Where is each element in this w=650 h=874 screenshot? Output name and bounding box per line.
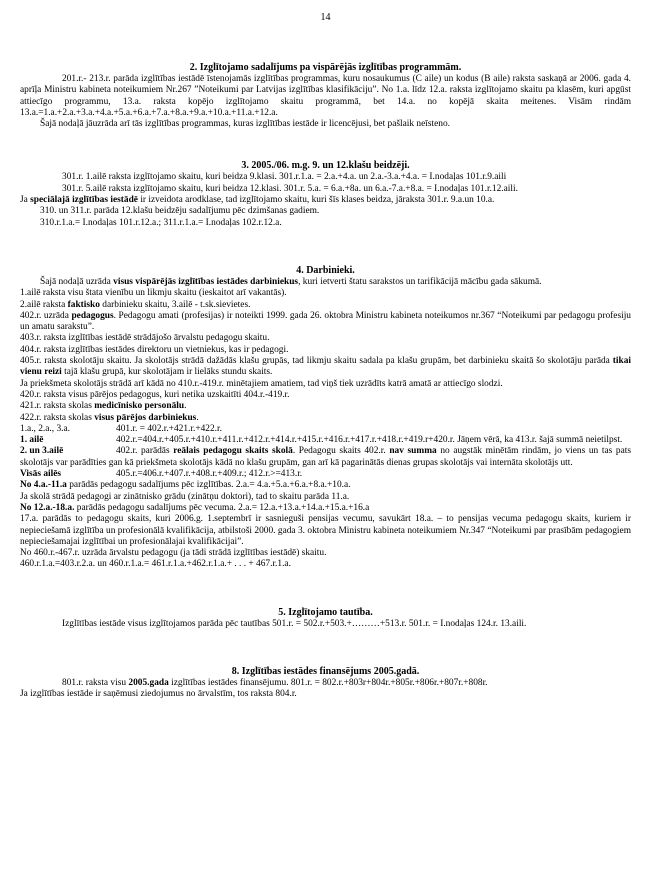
section-2-note: Šajā nodaļā jāuzrāda arī tās izglītības programmas, kuras izglītības iestāde ir licencējusi, bet pašlaik neīsteno. <box>40 119 451 130</box>
section-4-foreign-teachers: No 460.r.-467.r. uzrāda ārvalstu pedagogu (ja tādi strādā izglītības iestādē) skaitu. <box>20 548 327 559</box>
section-4-doctors: Ja skolā strādā pedagogi ar zinātnisko grādu (zinātņu doktori), tad to skaitu parāda 11.a. <box>20 491 350 502</box>
section-4-row-421: 421.r. raksta skolas medicīnisko personālu. <box>20 401 187 412</box>
section-5-title: 5. Izglītojamo tautība. <box>278 606 373 618</box>
section-4-pension-age: 17.a. parādās to pedagogu skaits, kuri 2006.g. 1.septembrī ir sasnieguši pensijas vecumu, savukārt 18.a. – to pensijas vecuma pedagogu skaits, kuriem ir nepieciešamā izglītība un profesionālā kvalifikācija, atbilstoši 2000. gada 3. oktobra Ministru kabineta noteikumiem Nr.347 “Noteikumi par prasībām pedagogiem nepieciešamajai izglītībai un profesionālajai kvalifikācijai”. <box>20 514 631 547</box>
section-4-row-402: 402.r. uzrāda pedagogus. Pedagogu amati (profesijas) ir noteikti 1999. gada 26. oktobra Ministru kabineta noteikumos nr.367 “Noteikumi par pedagogu profesiju un amatu sarakstu”. <box>20 310 631 333</box>
section-4-formula-402: 1. ailē 402.r.=404.r.+405.r.+410.r.+411.r.+412.r.+414.r.+415.r.+416.r.+417.r.+418.r.+419.r+420.r. Jāņem vērā, ka 413.r. šajā summā neietilpst. <box>20 435 623 446</box>
section-3-line-310-formula: 310.r.1.a.= I.nodaļas 101.r.12.a.; 311.r.1.a.= I.nodaļas 102.r.12.a. <box>40 217 282 228</box>
section-4-row-420: 420.r. raksta visus pārējos pedagogus, kuri netika uzskaitīti 404.r.-419.r. <box>20 389 290 400</box>
section-4-title: 4. Darbinieki. <box>296 264 355 276</box>
section-4-formula-401: 1.a., 2.a., 3.a. 401.r. = 402.r.+421.r.+422.r. <box>20 423 222 434</box>
page-number: 14 <box>320 12 331 23</box>
section-4-formula-460: 460.r.1.a.=403.r.2.a. un 460.r.1.a.= 461.r.1.a.+462.r.1.a.+ . . . + 467.r.1.a. <box>20 559 291 570</box>
section-4-real-count: 2. un 3.ailē 402.r. parādās reālais pedagogu skaits skolā. Pedagogu skaits 402.r. nav summa no augstāk minētām rindām, jo viens un tas pats skolotājs var parādīties gan kā priekšmeta skolotājs kādā no klašu grupām, gan arī kā pagarinātās dienas grupas skolotājs vai internāta skolotājs utt. <box>20 446 632 468</box>
section-4-intro: Šajā nodaļā uzrāda visus vispārējās izglītības iestādes darbiniekus, kuri ietverti štatu sarakstos un tarifikācijā mācību gada sākumā. <box>40 276 542 287</box>
section-8-paragraph: 801.r. raksta visu 2005.gada izglītības iestādes finansējumu. 801.r. = 802.r.+803r+804r.+805r.+806r.+807r.+808r. <box>62 677 488 688</box>
section-2-paragraph: 201.r.- 213.r. parāda izglītības iestādē īstenojamās izglītības programmas, kuru nosaukumus (C aile) un kodus (B aile) raksta saskaņā ar 2006. gada 4. aprīļa Ministru kabineta noteikumiem Nr.267 ”Noteikumi par Latvijas izglītības klasifikāciju”. No 1.a. līdz 12.a. raksta izglītojamo skaitu pa klasēm, kuri apgūst attiecīgo programmu, 13.a. raksta kopējo izglītojamo skaitu programmā, bet 14.a. no kopējā skaita meitenes. Visām rindām 13.a.=1.a.+2.a.+3.a.+4.a.+5.a.+6.a.+7.a.+8.a.+9.a.+10.a.+11.a.+12.a. <box>20 74 631 118</box>
section-5-paragraph: Izglītības iestāde visus izglītojamos parāda pēc tautības 501.r. = 502.r.+503.+………+513.r. 501.r. = I.nodaļas 124.r. 13.aili. <box>62 618 527 629</box>
section-4-row-422: 422.r. raksta skolas visus pārējos darbiniekus. <box>20 412 199 423</box>
section-3-line-301-5: 301.r. 5.ailē raksta izglītojamo skaitu, kuri beidza 12.klasi. 301.r. 5.a. = 6.a.+8a. un 6.a.-7.a.+8.a. = I.nodaļas 101.r.12.aili. <box>62 183 518 194</box>
section-4-column-1: 1.ailē raksta visu štata vienību un likmju skaitu (ieskaitot arī vakantās). <box>20 288 287 299</box>
section-2-title: 2. Izglītojamo sadalījums pa vispārējās izglītības programmām. <box>189 62 462 73</box>
section-4-row-403: 403.r. raksta izglītības iestādē strādājošo ārvalstu pedagogu skaitu. <box>20 333 270 344</box>
section-3-line-301-1: 301.r. 1.ailē raksta izglītojamo skaitu, kuri beidza 9.klasi. 301.r.1.a. = 2.a.+4.a. un 2.a.-3.a.+4.a. = I.nodaļas 101.r.9.aili <box>62 172 507 183</box>
section-8-donations: Ja izglītības iestāde ir saņēmusi ziedojumus no ārvalstīm, tos raksta 804.r. <box>20 689 297 700</box>
section-4-column-2: 2.ailē raksta faktisko darbinieku skaitu, 3.ailē - t.sk.sievietes. <box>20 299 251 310</box>
section-8-title: 8. Izglītības iestādes finansējums 2005.gadā. <box>231 665 420 677</box>
document-page <box>20 0 631 701</box>
section-4-row-405-note: Ja priekšmeta skolotājs strādā arī kādā no 410.r.-419.r. minētajiem amatiem, tad viņš tiek uzrādīts katrā amatā ar attiecīgo slodzi. <box>20 378 503 389</box>
section-3-special-school: Ja speciālajā izglītības iestādē ir izveidota arodklase, tad izglītojamo skaitu, kuri šīs klases beidza, jāraksta 301.r. 9.a.un 10.a. <box>20 195 495 206</box>
section-4-all-columns: Visās ailēs 405.r.=406.r.+407.r.+408.r.+409.r.; 412.r.>=413.r. <box>20 469 303 480</box>
section-4-row-405: 405.r. raksta skolotāju skaitu. Ja skolotājs strādā dažādās klašu grupās, tad likmju skaitu sadala pa klašu grupām, bet darbinieku skaitā šo skolotāju parāda tikai vienu reizi tajā klašu grupā, kur skolotājam ir lielāks stundu skaits. <box>20 356 631 378</box>
section-3-line-310-311: 310. un 311.r. parāda 12.klašu beidzēju sadalījumu pēc dzimšanas gadiem. <box>40 206 320 217</box>
section-4-education-split: No 4.a.-11.a parādās pedagogu sadalījums pēc izglītības. 2.a.= 4.a.+5.a.+6.a.+8.a.+10.a. <box>20 480 351 491</box>
section-4-row-404: 404.r. raksta izglītības iestādes direktoru un vietniekus, kas ir pedagogi. <box>20 344 289 355</box>
section-4-age-split: No 12.a.-18.a. parādās pedagogu sadalījums pēc vecuma. 2.a.= 12.a.+13.a.+14.a.+15.a.+16.a <box>20 502 370 513</box>
section-3-title: 3. 2005./06. m.g. 9. un 12.klašu beidzēji. <box>241 160 410 172</box>
